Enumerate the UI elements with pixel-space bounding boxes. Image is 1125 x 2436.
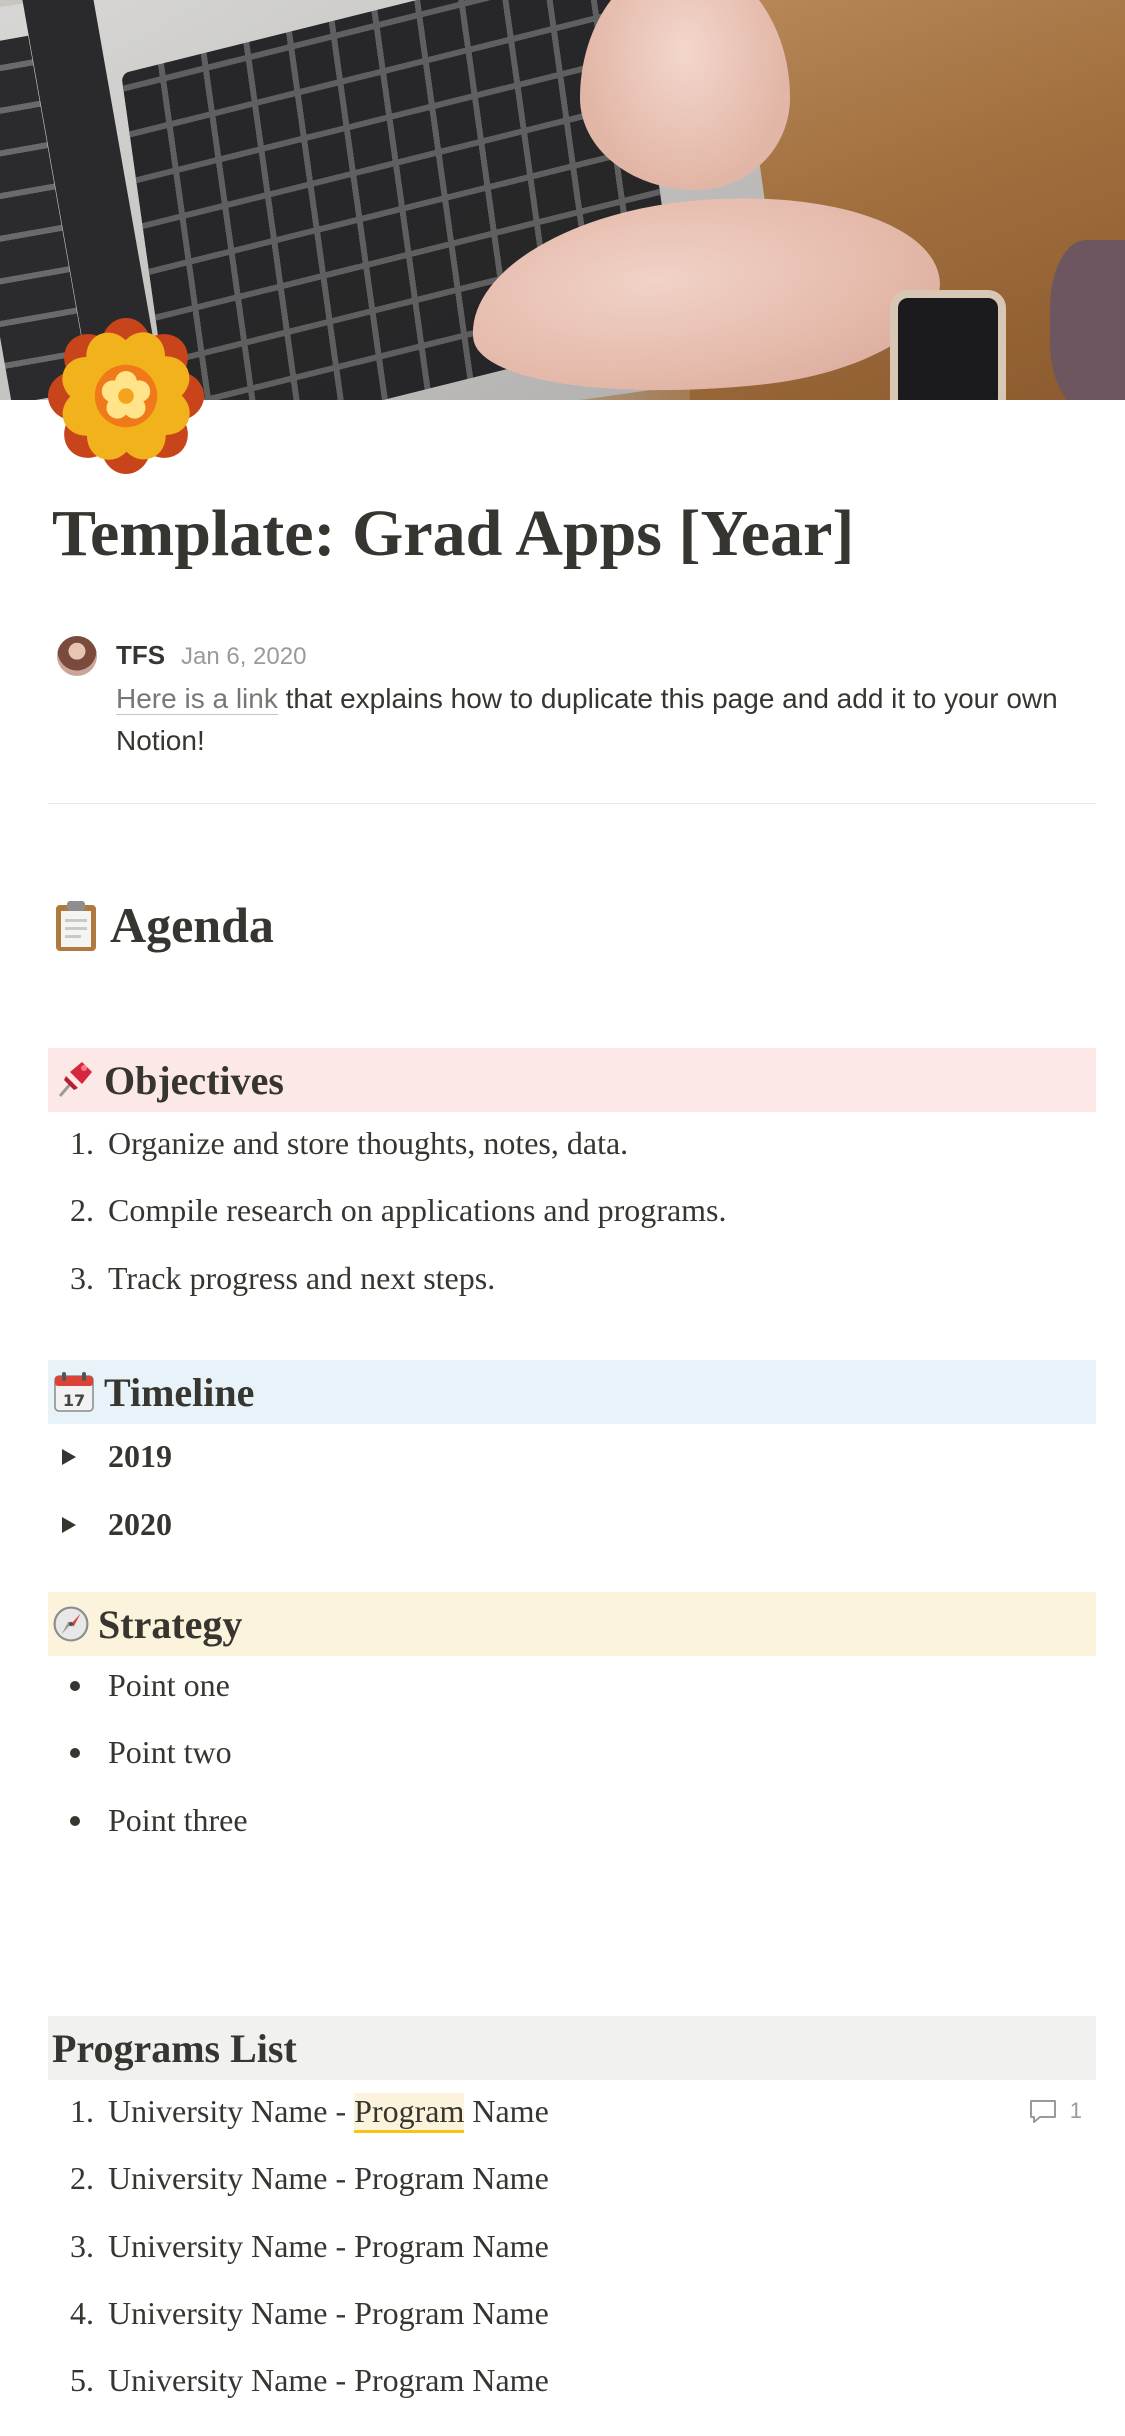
- strategy-callout[interactable]: [48, 1592, 1096, 1656]
- toggle-2020[interactable]: [48, 1494, 1096, 1554]
- list-text: University Name - Program Name: [108, 2362, 549, 2398]
- timeline-callout[interactable]: [48, 1360, 1096, 1424]
- list-text: [108, 2081, 549, 2141]
- list-text: Organize and store thoughts, notes, data.: [108, 1125, 629, 1161]
- toggle-arrow-icon[interactable]: [62, 1449, 76, 1465]
- list-item[interactable]: [48, 2283, 1096, 2343]
- commented-text[interactable]: Program: [354, 2093, 464, 2133]
- list-item[interactable]: [48, 2350, 1096, 2410]
- list-item[interactable]: [48, 1722, 1096, 1782]
- comment-bubble-icon: [1028, 2098, 1058, 2124]
- duplicate-page-link[interactable]: Here is a link: [116, 683, 278, 714]
- list-number: 2.: [70, 1192, 94, 1228]
- objectives-heading: Objectives: [104, 1057, 284, 1103]
- list-item[interactable]: [48, 1790, 1096, 1850]
- list-number: 5.: [70, 2362, 94, 2398]
- list-number: 3.: [70, 2228, 94, 2264]
- avatar: [57, 636, 97, 676]
- comment-count-button[interactable]: [1028, 2081, 1082, 2141]
- clipboard-icon: [52, 897, 100, 953]
- list-text: Point two: [108, 1734, 232, 1770]
- list-text: Compile research on applications and programs.: [108, 1192, 727, 1228]
- list-item[interactable]: [48, 1113, 1096, 1173]
- list-text: University Name - Program Name: [108, 2295, 549, 2331]
- smartwatch: [890, 290, 1006, 400]
- svg-text:17: 17: [62, 1391, 86, 1410]
- toggle-label: 2019: [108, 1438, 172, 1474]
- compass-icon: [52, 1605, 90, 1643]
- toggle-label: 2020: [108, 1506, 172, 1542]
- bullet-icon: [70, 1748, 80, 1758]
- sleeve: [1050, 240, 1125, 400]
- list-item[interactable]: [48, 2148, 1096, 2208]
- agenda-heading-text: Agenda: [110, 897, 274, 953]
- list-text: Point three: [108, 1802, 248, 1838]
- list-text: University Name - Program Name: [108, 2160, 549, 2196]
- comment-date: Jan 6, 2020: [181, 643, 307, 670]
- list-text: University Name - Program Name: [108, 2228, 549, 2264]
- objectives-callout[interactable]: [48, 1048, 1096, 1112]
- agenda-heading: [52, 896, 274, 954]
- list-number: 2.: [70, 2160, 94, 2196]
- sunflower-icon[interactable]: [48, 318, 204, 474]
- divider: [48, 803, 1096, 804]
- comment-text: [116, 678, 1076, 762]
- comment-author: TFS: [116, 640, 166, 670]
- programs-heading: Programs List: [52, 2025, 297, 2071]
- list-number: 4.: [70, 2295, 94, 2331]
- pushpin-icon: [52, 1058, 96, 1102]
- list-text: Track progress and next steps.: [108, 1260, 496, 1296]
- hand-upper: [580, 0, 790, 190]
- timeline-heading: Timeline: [104, 1369, 255, 1415]
- bullet-icon: [70, 1816, 80, 1826]
- list-text-prefix: University Name -: [108, 2093, 355, 2129]
- bullet-icon: [70, 1681, 80, 1691]
- comment-count: 1: [1069, 2098, 1082, 2123]
- list-number: 1.: [70, 1125, 94, 1161]
- toggle-2019[interactable]: [48, 1426, 1096, 1486]
- list-number: 3.: [70, 1260, 94, 1296]
- list-text-suffix: Name: [464, 2093, 549, 2129]
- programs-callout[interactable]: [48, 2016, 1096, 2080]
- list-text: Point one: [108, 1667, 230, 1703]
- comment-body: that explains how to duplicate this page and add it to your own Notion!: [116, 683, 1058, 756]
- toggle-arrow-icon[interactable]: [62, 1517, 76, 1533]
- list-number: 1.: [70, 2093, 94, 2129]
- calendar-icon: [52, 1370, 96, 1414]
- page-title[interactable]: Template: Grad Apps [Year]: [52, 497, 855, 570]
- list-item[interactable]: [48, 2216, 1096, 2276]
- list-item[interactable]: [48, 2081, 1096, 2141]
- list-item[interactable]: [48, 1248, 1096, 1308]
- list-item[interactable]: [48, 1180, 1096, 1240]
- strategy-heading: Strategy: [98, 1601, 243, 1647]
- list-item[interactable]: [48, 1655, 1096, 1715]
